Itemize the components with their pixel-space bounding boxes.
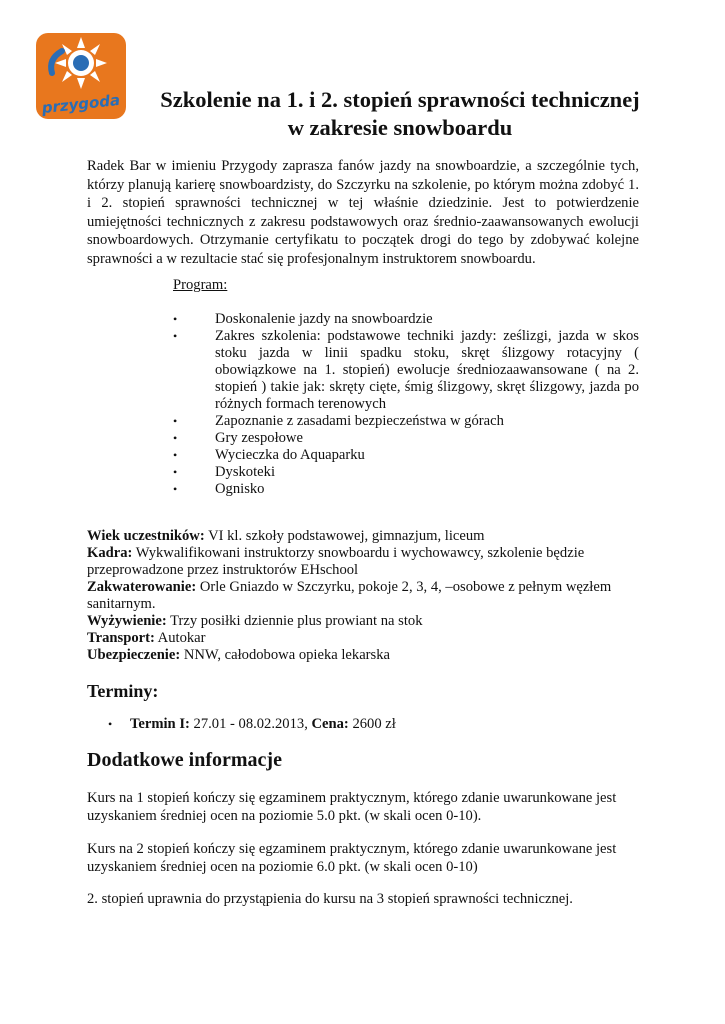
list-item: • Gry zespołowe xyxy=(173,430,639,447)
info-label: Transport: xyxy=(87,630,155,646)
info-row-accommodation xyxy=(87,579,639,613)
list-item: • Zapoznanie z zasadami bezpieczeństwa w górach xyxy=(173,413,639,430)
price-label: Cena: xyxy=(311,716,349,732)
list-item: • Doskonalenie jazdy na snowboardzie xyxy=(173,311,639,328)
list-item: • Wycieczka do Aquaparku xyxy=(173,447,639,464)
extra-paragraph-3: 2. stopień uprawnia do przystąpienia do kursu na 3 stopień sprawności technicznej. xyxy=(87,891,573,907)
info-row-age xyxy=(87,528,639,545)
list-item: • Dyskoteki xyxy=(173,464,639,481)
info-value: Wykwalifikowani instruktorzy snowboardu i wychowawcy, szkolenie będzie przeprowadzone przez instruktorów EHschool xyxy=(87,545,585,578)
price-value: 2600 zł xyxy=(348,716,396,732)
info-value: Autokar xyxy=(154,630,206,646)
term-label: Termin I: xyxy=(130,716,190,732)
przygoda-logo xyxy=(36,33,126,119)
program-list xyxy=(173,311,639,498)
info-value: Trzy posiłki dziennie plus prowiant na stok xyxy=(166,613,423,629)
program-section xyxy=(173,277,639,498)
term-item xyxy=(108,716,396,733)
svg-text:przygoda: przygoda xyxy=(40,90,121,118)
info-value: NNW, całodobowa opieka lekarska xyxy=(180,647,390,663)
info-label: Ubezpieczenie: xyxy=(87,647,181,663)
info-label: Wiek uczestników: xyxy=(87,528,205,544)
program-label: Program: xyxy=(173,277,228,293)
info-value: Orle Gniazdo w Szczyrku, pokoje 2, 3, 4, –osobowe z pełnym węzłem sanitarnym. xyxy=(87,579,612,612)
intro-paragraph: Radek Bar w imieniu Przygody zaprasza fanów jazdy na snowboardzie, a szczególnie tych, którzy planują karierę snowboardzisty, do Szczyrku na szkolenie, po którym można zdobyć 1. i 2. stopień sprawności technicznej w tej właśnie dziedzinie. Jest to potwierdzenie umiejętności technicznych z zakresu podstawowych oraz średnio-zaawansowanych ewolucji snowboardowych. Otrzymanie certyfikatu to początek drogi do tego by zdobywać kolejne sprawności a w rezultacie stać się profesjonalnym instruktorem snowboardu. xyxy=(87,158,639,267)
extra-info-heading: Dodatkowe informacje xyxy=(87,749,282,771)
extra-paragraph-2: Kurs na 2 stopień kończy się egzaminem praktycznym, którego zdanie uwarunkowane jest uzyskaniem średniej ocen na poziomie 6.0 pkt. (w skali ocen 0-10) xyxy=(87,841,617,875)
page-title: Szkolenie na 1. i 2. stopień sprawności technicznej w zakresie snowboardu xyxy=(160,87,640,140)
info-label: Wyżywienie: xyxy=(87,613,167,629)
terms-heading: Terminy: xyxy=(87,681,159,701)
info-section xyxy=(87,528,639,664)
info-row-transport xyxy=(87,630,639,647)
info-label: Zakwaterowanie: xyxy=(87,579,197,595)
info-value: VI kl. szkoły podstawowej, gimnazjum, liceum xyxy=(204,528,485,544)
info-row-staff xyxy=(87,545,639,579)
info-row-meals xyxy=(87,613,639,630)
info-label: Kadra: xyxy=(87,545,133,561)
term-dates: 27.01 - 08.02.2013, xyxy=(189,716,312,732)
list-item: • Ognisko xyxy=(173,481,639,498)
extra-paragraph-1: Kurs na 1 stopień kończy się egzaminem praktycznym, którego zdanie uwarunkowane jest uzyskaniem średniej ocen na poziomie 5.0 pkt. (w skali ocen 0-10). xyxy=(87,790,617,824)
info-row-insurance xyxy=(87,647,639,664)
list-item: • Zakres szkolenia: podstawowe techniki jazdy: ześlizgi, jazda w skos stoku jazda w linii spadku stoku, skręt ślizgowy rotacyjny ( obowiązkowe na 1. stopień) ewolucje średniozaawansowane ( na 2. stopień ) takie jak: skręty cięte, śmig ślizgowy, skręt ślizgowy, jazda po różnych formach terenowych xyxy=(173,328,639,413)
bullet-icon: • xyxy=(108,717,113,731)
